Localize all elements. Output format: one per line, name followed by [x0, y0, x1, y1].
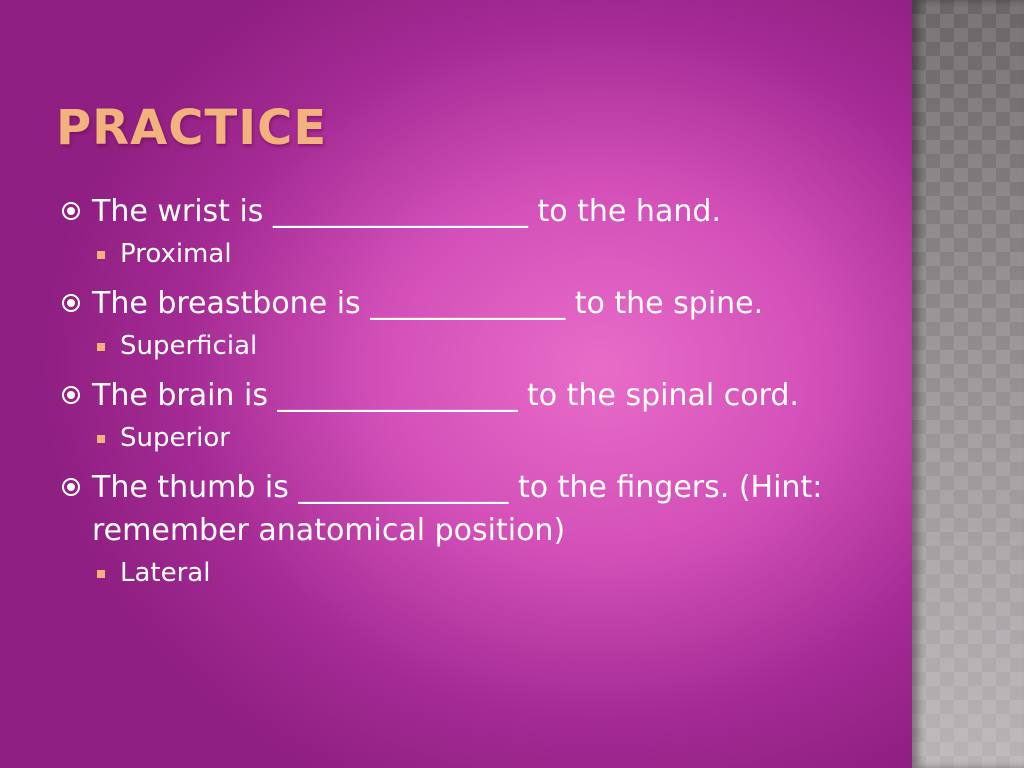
slide-title: PRACTICE — [56, 100, 328, 156]
square-icon — [97, 343, 105, 351]
answer-text: Superior — [120, 423, 230, 453]
list-item — [62, 282, 852, 325]
question-text: The breastbone is _____________ to the spine. — [92, 286, 764, 321]
list-item — [62, 236, 852, 272]
list-item — [62, 374, 852, 417]
question-text: The wrist is _________________ to the hand. — [92, 194, 721, 229]
question-text: The thumb is ______________ to the fingers. (Hint: remember anatomical position) — [92, 470, 823, 548]
circle-dot-icon — [62, 386, 80, 404]
answer-text: Lateral — [120, 558, 211, 588]
list-item — [62, 328, 852, 364]
circle-dot-icon — [62, 202, 80, 220]
answer-text: Superficial — [120, 331, 258, 361]
circle-dot-icon — [62, 478, 80, 496]
square-icon — [97, 435, 105, 443]
decorative-sidebar — [912, 0, 1024, 768]
question-text: The brain is ________________ to the spinal cord. — [92, 378, 799, 413]
bullet-list — [62, 190, 852, 601]
list-item — [62, 190, 852, 233]
list-item — [62, 420, 852, 456]
list-item — [62, 466, 852, 552]
square-icon — [97, 570, 105, 578]
square-icon — [97, 251, 105, 259]
answer-text: Proximal — [120, 239, 232, 269]
circle-dot-icon — [62, 294, 80, 312]
list-item — [62, 555, 852, 591]
